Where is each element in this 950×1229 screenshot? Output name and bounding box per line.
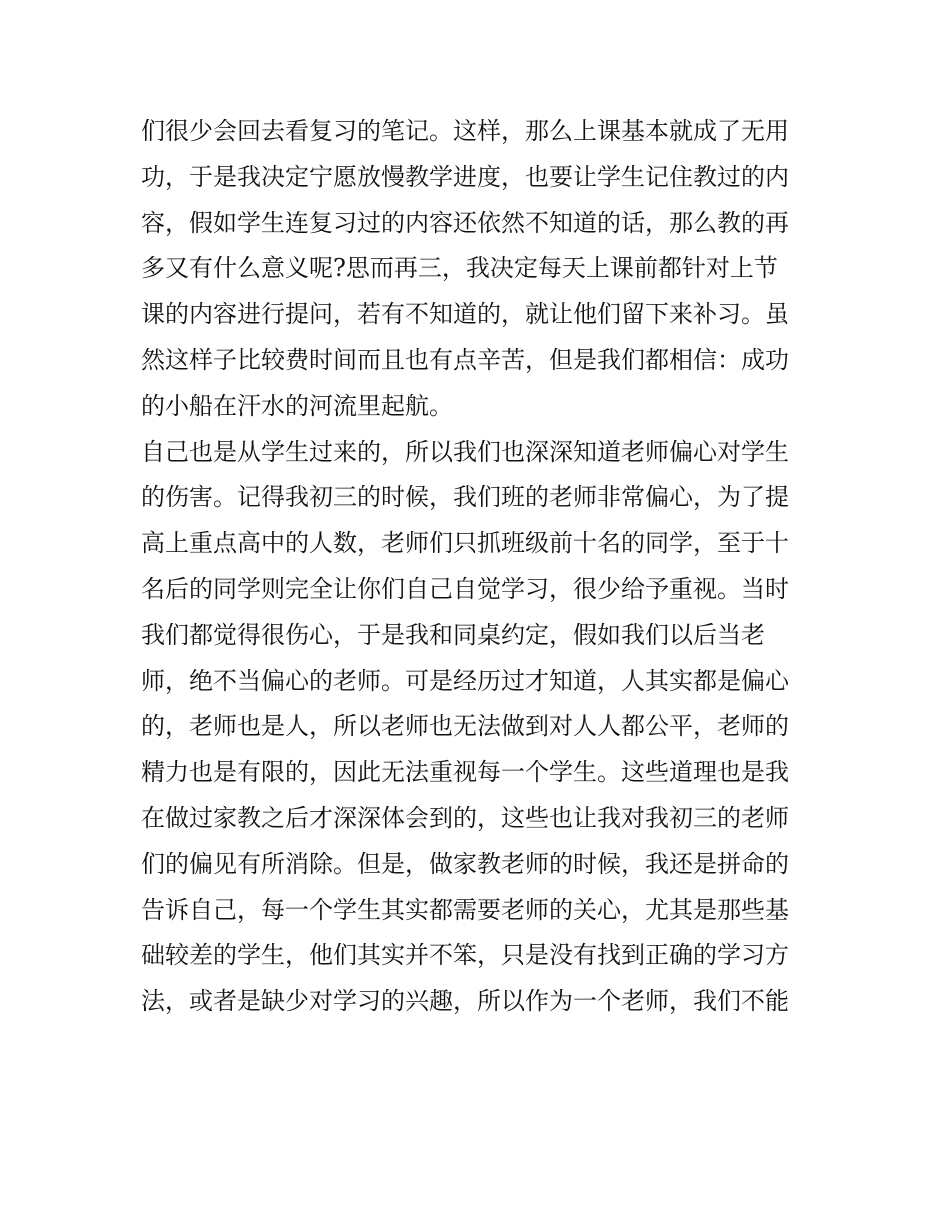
text-line: 课的内容进行提问，若有不知道的，就让他们留下来补习。虽 xyxy=(141,300,789,329)
text-line: 告诉自己，每一个学生其实都需要老师的关心，尤其是那些基 xyxy=(141,895,789,924)
text-line: 然这样子比较费时间而且也有点辛苦，但是我们都相信：成功 xyxy=(141,345,789,374)
document-body xyxy=(141,109,821,1071)
text-line: 们很少会回去看复习的笔记。这样，那么上课基本就成了无用 xyxy=(141,117,789,145)
text-line: 在做过家教之后才深深体会到的，这些也让我对我初三的老师 xyxy=(141,803,789,832)
paragraph-2 xyxy=(141,430,821,1071)
paragraph-1 xyxy=(141,109,821,430)
text-line: 我们都觉得很伤心，于是我和同桌约定，假如我们以后当老 xyxy=(141,620,765,649)
text-line: 的小船在汗水的河流里起航。 xyxy=(141,391,453,420)
text-line: 的，老师也是人，所以老师也无法做到对人人都公平，老师的 xyxy=(141,712,789,741)
text-line: 高上重点高中的人数，老师们只抓班级前十名的同学，至于十 xyxy=(141,529,789,558)
text-line: 功，于是我决定宁愿放慢教学进度，也要让学生记住教过的内 xyxy=(141,162,789,191)
text-line: 多又有什么意义呢?思而再三，我决定每天上课前都针对上节 xyxy=(141,254,778,283)
text-line: 容，假如学生连复习过的内容还依然不知道的话，那么教的再 xyxy=(141,208,789,237)
text-line: 的伤害。记得我初三的时候，我们班的老师非常偏心，为了提 xyxy=(141,483,789,512)
text-line: 础较差的学生，他们其实并不笨，只是没有找到正确的学习方 xyxy=(141,941,789,970)
text-line: 名后的同学则完全让你们自己自觉学习，很少给予重视。当时 xyxy=(141,574,789,603)
text-line: 们的偏见有所消除。但是，做家教老师的时候，我还是拼命的 xyxy=(141,849,789,878)
text-line xyxy=(141,1025,821,1071)
text-line: 法，或者是缺少对学习的兴趣，所以作为一个老师，我们不能 xyxy=(141,987,789,1016)
text-line: 精力也是有限的，因此无法重视每一个学生。这些道理也是我 xyxy=(141,758,789,787)
text-line: 自己也是从学生过来的，所以我们也深深知道老师偏心对学生 xyxy=(141,437,789,466)
text-line: 师，绝不当偏心的老师。可是经历过才知道，人其实都是偏心 xyxy=(141,666,789,695)
